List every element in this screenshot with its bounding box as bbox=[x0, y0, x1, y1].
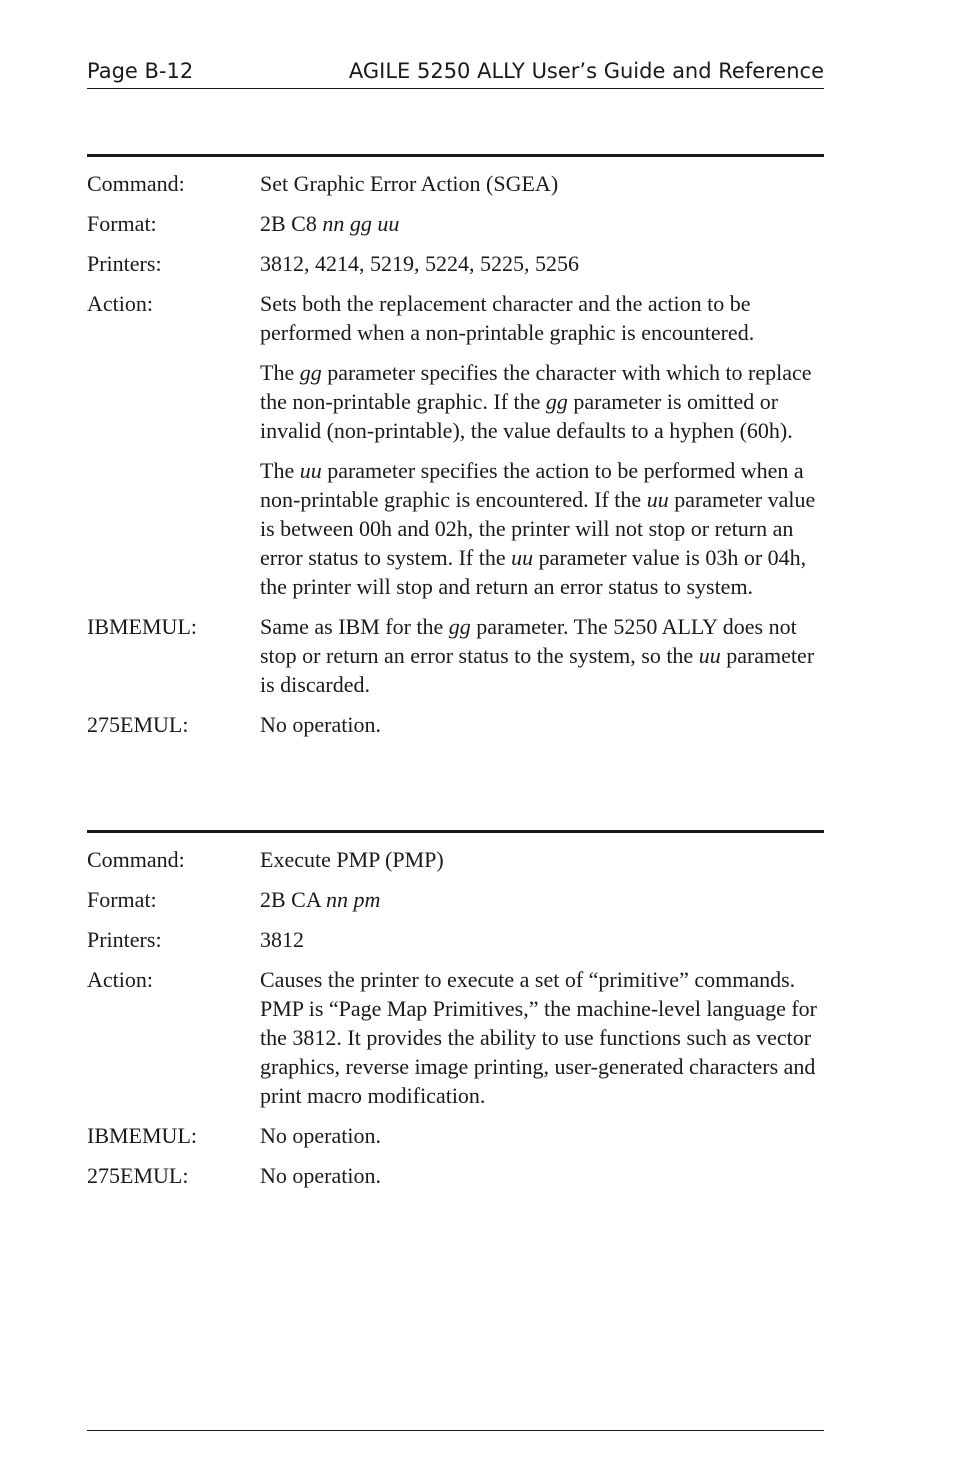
format-params: nn pm bbox=[326, 887, 381, 912]
ibmemul-row bbox=[87, 612, 824, 699]
page-number: Page B-12 bbox=[87, 59, 194, 83]
action-label: Action: bbox=[87, 291, 153, 316]
printers-label: Printers: bbox=[87, 251, 162, 276]
footer-rule bbox=[87, 1430, 824, 1431]
printers-row bbox=[87, 249, 824, 278]
command-name: Execute PMP (PMP) bbox=[260, 847, 444, 872]
param-uu: uu bbox=[646, 487, 669, 512]
text-run: The bbox=[260, 360, 300, 385]
command-row bbox=[87, 845, 824, 874]
emul275-label: 275EMUL: bbox=[87, 712, 189, 737]
param-gg: gg bbox=[448, 614, 471, 639]
command-label: Command: bbox=[87, 171, 185, 196]
command-label: Command: bbox=[87, 847, 185, 872]
command-name: Set Graphic Error Action (SGEA) bbox=[260, 171, 559, 196]
format-prefix: 2B CA bbox=[260, 887, 327, 912]
page-header bbox=[87, 56, 824, 89]
action-value bbox=[260, 965, 824, 1110]
format-row bbox=[87, 885, 824, 914]
emul275-value: No operation. bbox=[260, 1163, 381, 1188]
format-row bbox=[87, 209, 824, 238]
text-run: parameter is omitted or invalid (non-printable), the value defaults to a hyphen (60h). bbox=[260, 389, 793, 443]
printers-row bbox=[87, 925, 824, 954]
ibmemul-row bbox=[87, 1121, 824, 1150]
section-rule bbox=[87, 830, 824, 833]
param-gg: gg bbox=[299, 360, 322, 385]
text-run: parameter value is 03h or 04h, the printer will stop and return an error status to system. bbox=[260, 545, 807, 599]
param-uu: uu bbox=[299, 458, 322, 483]
action-value bbox=[260, 289, 824, 601]
ibmemul-label: IBMEMUL: bbox=[87, 1123, 197, 1148]
emul275-row bbox=[87, 1161, 824, 1190]
action-row bbox=[87, 965, 824, 1110]
document-title: AGILE 5250 ALLY User’s Guide and Reference bbox=[348, 59, 824, 83]
section-rule bbox=[87, 154, 824, 157]
ibmemul-value: No operation. bbox=[260, 1123, 381, 1148]
emul275-value: No operation. bbox=[260, 712, 381, 737]
format-value bbox=[260, 885, 824, 914]
command-block-sgea bbox=[87, 154, 824, 739]
text-run: The bbox=[260, 458, 300, 483]
action-row bbox=[87, 289, 824, 601]
text-run: parameter. The 5250 ALLY does not stop or return an error status to the system, so the bbox=[260, 614, 797, 668]
text-run: parameter specifies the character with which to replace the non-printable graphic. If the bbox=[260, 360, 812, 414]
command-block-pmp bbox=[87, 830, 824, 1190]
emul275-row bbox=[87, 710, 824, 739]
format-label: Format: bbox=[87, 211, 157, 236]
text-run: parameter is discarded. bbox=[260, 643, 815, 697]
printers-label: Printers: bbox=[87, 927, 162, 952]
command-row bbox=[87, 169, 824, 198]
text-run: parameter specifies the action to be performed when a non-printable graphic is encountered. If the bbox=[260, 458, 804, 512]
action-paragraph: Sets both the replacement character and the action to be performed when a non-printable graphic is encountered. bbox=[260, 291, 755, 345]
printers-value: 3812 bbox=[260, 927, 304, 952]
param-gg: gg bbox=[545, 389, 568, 414]
param-uu: uu bbox=[511, 545, 534, 570]
action-paragraph-uu bbox=[260, 456, 824, 601]
action-paragraph: Causes the printer to execute a set of “primitive” commands. PMP is “Page Map Primitives,” the machine-level language for the 3812. It provides the ability to use functions such as vector graphics, reverse image printing, user-generated characters and print macro modification. bbox=[260, 967, 817, 1108]
format-prefix: 2B C8 bbox=[260, 211, 323, 236]
ibmemul-value bbox=[260, 612, 824, 699]
text-run: Same as IBM for the bbox=[260, 614, 449, 639]
text-run: parameter value is between 00h and 02h, the printer will not stop or return an error status to system. If the bbox=[260, 487, 816, 570]
format-value bbox=[260, 209, 824, 238]
printers-value: 3812, 4214, 5219, 5224, 5225, 5256 bbox=[260, 251, 579, 276]
format-params: nn gg uu bbox=[322, 211, 400, 236]
ibmemul-label: IBMEMUL: bbox=[87, 614, 197, 639]
action-paragraph-gg bbox=[260, 358, 824, 445]
param-uu: uu bbox=[698, 643, 721, 668]
format-label: Format: bbox=[87, 887, 157, 912]
action-label: Action: bbox=[87, 967, 153, 992]
emul275-label: 275EMUL: bbox=[87, 1163, 189, 1188]
